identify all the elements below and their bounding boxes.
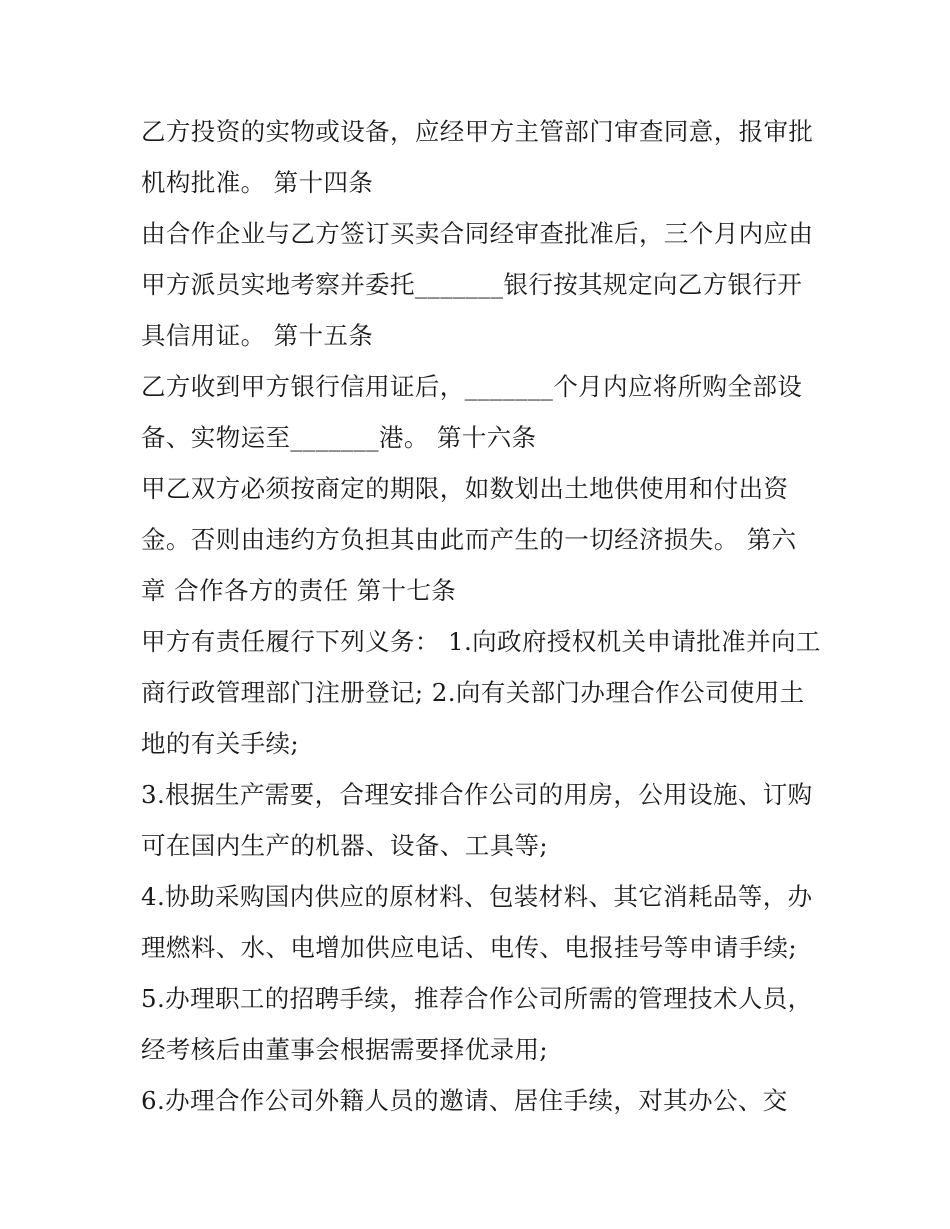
text-line: 章 合作各方的责任 第十七条	[141, 576, 457, 605]
text-line: 乙方投资的实物或设备，应经甲方主管部门审查同意，报审批	[141, 117, 814, 146]
text-line: 金。否则由违约方负担其由此而产生的一切经济损失。 第六	[141, 525, 797, 554]
text-line: 商行政管理部门注册登记; 2.向有关部门办理合作公司使用土	[141, 678, 805, 707]
text-line: 可在国内生产的机器、设备、工具等;	[141, 831, 549, 860]
text-line: 备、实物运至_______港。 第十六条	[141, 423, 537, 452]
text-line: 机构批准。 第十四条	[141, 168, 374, 197]
text-line: 甲方派员实地考察并委托_______银行按其规定向乙方银行开	[141, 270, 803, 299]
text-line: 理燃料、水、电增加供应电话、电传、电报挂号等申请手续;	[141, 933, 798, 962]
text-line: 甲方有责任履行下列义务： 1.向政府授权机关申请批准并向工	[141, 627, 821, 656]
text-line: 具信用证。 第十五条	[141, 321, 374, 350]
document-body	[141, 106, 821, 1126]
text-line: 3.根据生产需要，合理安排合作公司的用房，公用设施、订购	[141, 780, 813, 809]
text-line: 地的有关手续;	[141, 729, 300, 758]
text-line: 4.协助采购国内供应的原材料、包装材料、其它消耗品等，办	[141, 882, 813, 911]
text-line: 甲乙双方必须按商定的期限，如数划出土地供使用和付出资	[141, 474, 789, 503]
text-line: 由合作企业与乙方签订买卖合同经审查批准后，三个月内应由	[141, 219, 814, 248]
text-line: 经考核后由董事会根据需要择优录用;	[141, 1035, 549, 1064]
text-line: 6.办理合作公司外籍人员的邀请、居住手续，对其办公、交	[141, 1086, 788, 1115]
text-line: 乙方收到甲方银行信用证后，_______个月内应将所购全部设	[141, 372, 803, 401]
text-line: 5.办理职工的招聘手续，推荐合作公司所需的管理技术人员，	[141, 984, 813, 1013]
